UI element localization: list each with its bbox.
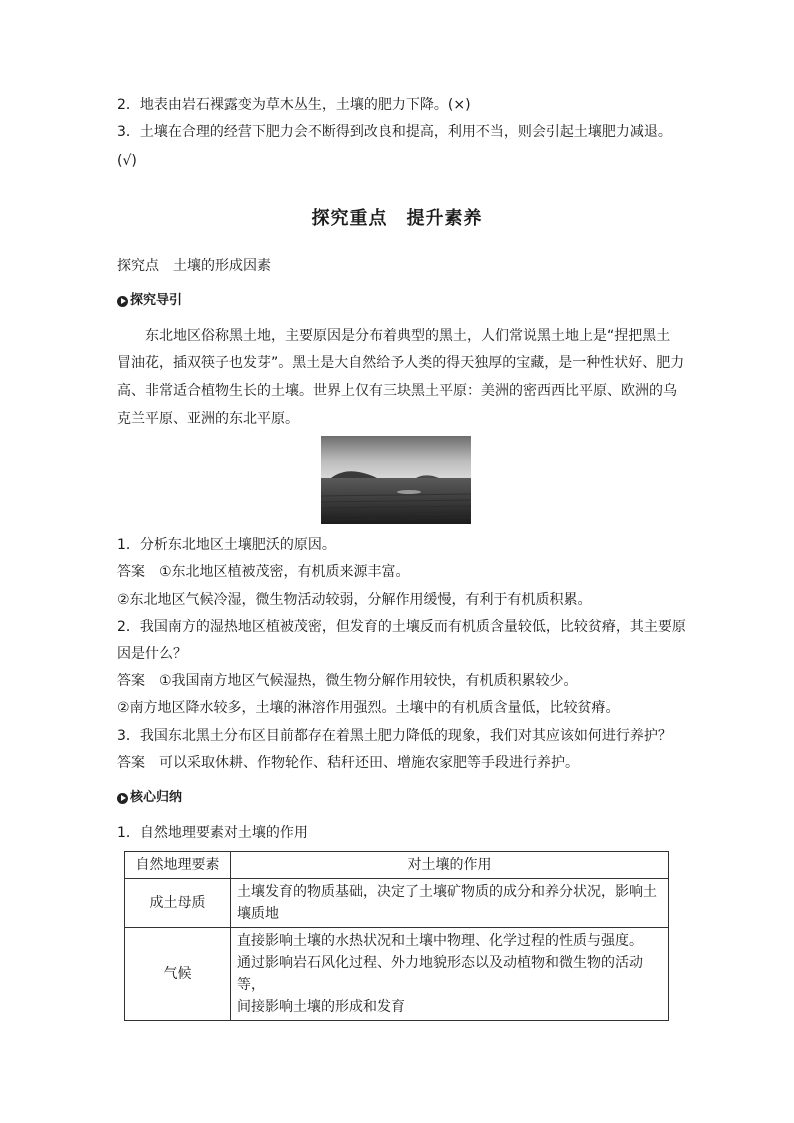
factor-cell: 成土母质 [125, 879, 231, 928]
answer-line: ②东北地区气候冷湿，微生物活动较弱，分解作用缓慢，有利于有机质积累。 [117, 592, 592, 608]
summary-heading-label: 核心归纳 [130, 790, 183, 805]
play-bullet-icon [117, 793, 128, 804]
answer-line: 答案 ①东北地区植被茂密，有机质来源丰富。 [117, 564, 410, 580]
soil-factors-table [124, 851, 669, 1021]
intro-line: 冒油花，插双筷子也发芽”。黑土是大自然给予人类的得天独厚的宝藏，是一种性状好、肥力 [117, 355, 685, 371]
section-title: 探究重点 提升素养 [311, 208, 483, 229]
effect-line: 通过影响岩石风化过程、外力地貌形态以及动植物和微生物的活动等， [237, 955, 643, 993]
statement-2: 2．地表由岩石裸露变为草木丛生，土壤的肥力下降。(×) [117, 97, 471, 113]
guide-heading-label: 探究导引 [130, 293, 183, 308]
black-soil-field-photo [321, 436, 471, 524]
table-row [125, 879, 669, 928]
question-3: 3．我国东北黑土分布区目前都存在着黑土肥力降低的现象，我们对其应该如何进行养护？ [117, 728, 672, 744]
question-2: 2．我国南方的湿热地区植被茂密，但发育的土壤反而有机质含量较低，比较贫瘠，其主要原 [117, 619, 686, 635]
table-header-row [125, 852, 669, 879]
header-effect: 对土壤的作用 [231, 852, 669, 879]
factor-cell: 气候 [125, 928, 231, 1021]
intro-line: 高、非常适合植物生长的土壤。世界上仅有三块黑土平原：美洲的密西西比平原、欧洲的乌 [117, 383, 677, 399]
topic-heading: 探究点 土壤的形成因素 [117, 258, 271, 274]
answer-line: 答案 可以采取休耕、作物轮作、秸秆还田、增施农家肥等手段进行养护。 [117, 755, 579, 771]
effect-line: 壤质地 [237, 906, 279, 922]
effect-line: 直接影响土壤的水热状况和土壤中物理、化学过程的性质与强度。 [237, 933, 643, 949]
answer-line: ②南方地区降水较多，土壤的淋溶作用强烈。土壤中的有机质含量低，比较贫瘠。 [117, 700, 620, 716]
effect-cell [231, 879, 669, 928]
statement-3-verdict: (√) [117, 153, 137, 169]
effect-line: 间接影响土壤的形成和发育 [237, 999, 405, 1015]
summary-heading [117, 789, 182, 807]
effect-line: 土壤发育的物质基础，决定了土壤矿物质的成分和养分状况，影响土 [237, 884, 657, 900]
intro-line: 东北地区俗称黑土地，主要原因是分布着典型的黑土，人们常说黑土地上是“捏把黑土 [145, 328, 671, 344]
statement-3: 3．土壤在合理的经营下肥力会不断得到改良和提高，利用不当，则会引起土壤肥力减退。 [117, 124, 672, 140]
guide-heading [117, 292, 182, 310]
question-2-cont: 因是什么？ [117, 646, 187, 662]
play-bullet-icon [117, 296, 128, 307]
effect-cell [231, 928, 669, 1021]
table-row [125, 928, 669, 1021]
answer-line: 答案 ①我国南方地区气候湿热，微生物分解作用较快，有机质积累较少。 [117, 673, 578, 689]
header-factor: 自然地理要素 [125, 852, 231, 879]
question-1: 1．分析东北地区土壤肥沃的原因。 [117, 537, 336, 553]
intro-line: 克兰平原、亚洲的东北平原。 [117, 411, 299, 427]
table-caption: 1．自然地理要素对土壤的作用 [117, 825, 308, 841]
